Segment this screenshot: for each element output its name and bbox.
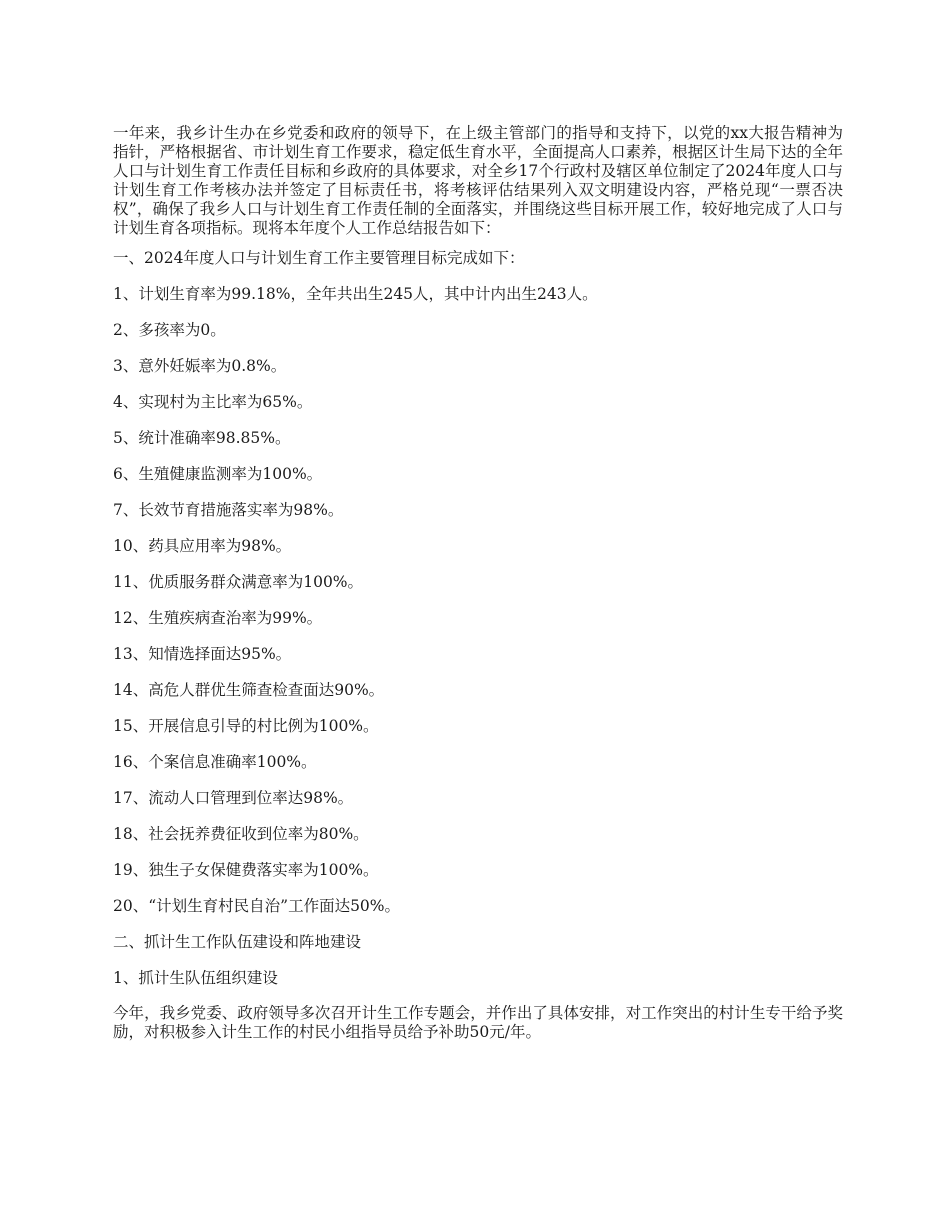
list-item: 11、优质服务群众满意率为100%。 [113, 573, 364, 591]
list-item: 16、个案信息准确率100%。 [113, 753, 317, 771]
subsection-heading: 1、抓计生队伍组织建设 [113, 969, 278, 987]
list-item: 18、社会抚养费征收到位率为80%。 [113, 825, 369, 843]
list-item: 17、流动人口管理到位率达98%。 [113, 789, 354, 807]
section-heading-2: 二、抓计生工作队伍建设和阵地建设 [113, 933, 362, 951]
list-item: 12、生殖疾病查治率为99%。 [113, 609, 323, 627]
list-item: 13、知情选择面达95%。 [113, 645, 292, 663]
list-item: 1、计划生育率为99.18%，全年共出生245人，其中计内出生243人。 [113, 285, 598, 303]
list-item: 6、生殖健康监测率为100%。 [113, 465, 323, 483]
list-item: 4、实现村为主比率为65%。 [113, 393, 313, 411]
closing-paragraph: 今年，我乡党委、政府领导多次召开计生工作专题会，并作出了具体安排，对工作突出的村计生专干给予奖励，对积极参入计生工作的村民小组指导员给予补助50元/年。 [113, 1004, 843, 1041]
list-item: 14、高危人群优生筛查检查面达90%。 [113, 681, 385, 699]
list-item: 7、长效节育措施落实率为98%。 [113, 501, 344, 519]
list-item: 2、多孩率为0。 [113, 321, 226, 339]
document-page [113, 124, 843, 1042]
section-heading-1: 一、2024年度人口与计划生育工作主要管理目标完成如下： [113, 249, 525, 267]
list-item: 15、开展信息引导的村比例为100%。 [113, 717, 379, 735]
intro-paragraph: 一年来，我乡计生办在乡党委和政府的领导下，在上级主管部门的指导和支持下，以党的xx大报告精神为指针，严格根据省、市计划生育工作要求，稳定低生育水平，全面提高人口素养，根据区计生局下达的全年人口与计划生育工作责任目标和乡政府的具体要求，对全乡17个行政村及辖区单位制定了2024年度人口与计划生育工作考核办法并签定了目标责任书，将考核评估结果列入双文明建设内容，严格兑现“一票否决权”，确保了我乡人口与计划生育工作责任制的全面落实，并围绕这些目标开展工作，较好地完成了人口与计划生育各项指标。现将本年度个人工作总结报告如下： [113, 124, 843, 237]
list-item: 19、独生子女保健费落实率为100%。 [113, 861, 379, 879]
list-item: 20、“计划生育村民自治”工作面达50%。 [113, 897, 401, 915]
list-item: 3、意外妊娠率为0.8%。 [113, 357, 287, 375]
list-item: 5、统计准确率98.85%。 [113, 429, 291, 447]
content-lines [113, 249, 843, 988]
list-item: 10、药具应用率为98%。 [113, 537, 292, 555]
